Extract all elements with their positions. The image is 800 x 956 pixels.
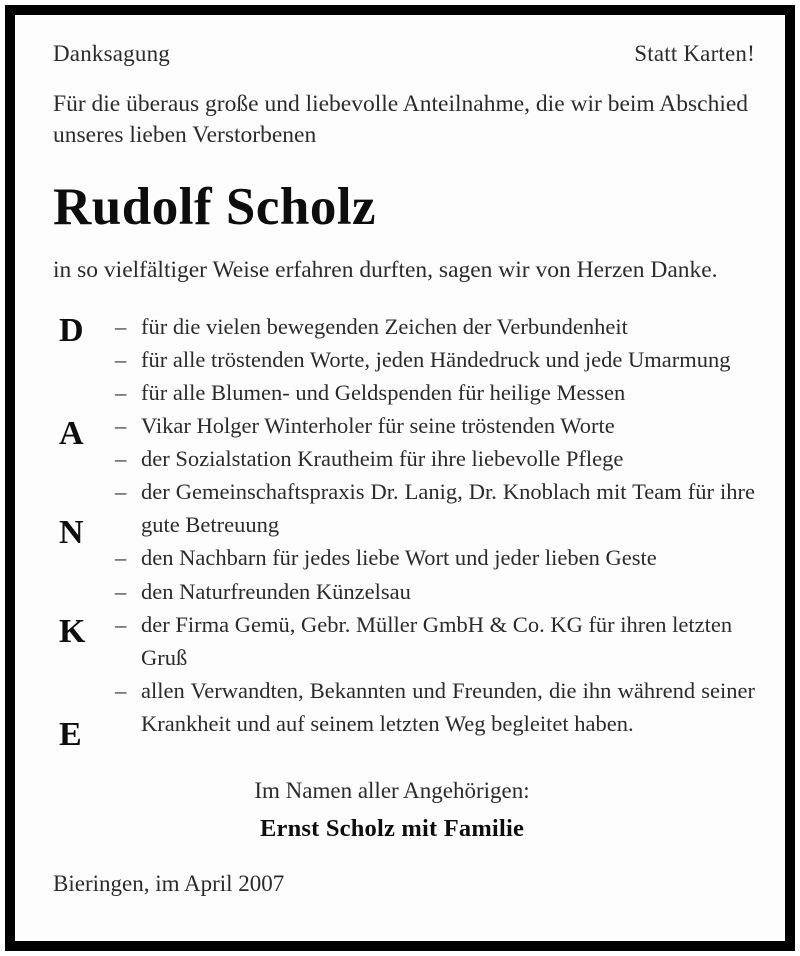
thanks-item-text: der Sozialstation Krautheim für ihre liebevolle Pflege [141,446,624,472]
thanks-item-text: den Naturfreunden Künzelsau [141,578,411,604]
danksagung-label: Danksagung [53,41,170,66]
closing-block [53,776,755,843]
dash-marker-icon: – [115,611,127,637]
thanks-item-text: Vikar Holger Winterholer für seine tröstenden Worte [141,413,615,439]
thanks-item-text: der Firma Gemü, Gebr. Müller GmbH & Co. KG für ihren letzten Gruß [141,611,733,670]
intro-paragraph-2: in so vielfältiger Weise erfahren durften, sagen wir von Herzen Danke. [53,257,718,284]
obituary-frame [5,5,795,951]
deceased-name: Rudolf Scholz [53,178,377,237]
dash-marker-icon: – [115,347,127,373]
dash-marker-icon: – [115,314,127,340]
dash-marker-icon: – [115,479,127,505]
acrostic-letter-n: N [59,514,84,552]
on-behalf-of-label: Im Namen aller Angehörigen: [254,778,530,804]
intro-paragraph: Für die überaus große und liebevolle Anteilnahme, die wir beim Abschied unseres lieben Verstorbenen [53,91,749,149]
thanks-list-item [115,475,755,541]
thanks-list-item [115,409,755,442]
acrostic-letter-k: K [59,613,86,651]
thanks-list-item [115,608,755,674]
thanks-list-item [115,674,755,740]
thanks-item-text: der Gemeinschaftspraxis Dr. Lanig, Dr. Knoblach mit Team für ihre gute Betreuung [141,479,755,538]
thanks-list [115,310,755,740]
acrostic-letter-d: D [59,312,84,350]
thanks-item-text: für die vielen bewegenden Zeichen der Verbundenheit [141,314,628,340]
thanks-item-text: für alle Blumen- und Geldspenden für heilige Messen [141,380,626,406]
statt-karten-label: Statt Karten! [634,41,755,66]
acrostic-letter-e: E [59,716,82,754]
family-signature: Ernst Scholz mit Familie [259,814,525,842]
dash-marker-icon: – [115,380,127,406]
thanks-list-item [115,343,755,376]
thanks-list-item [115,310,755,343]
thanks-item-text: allen Verwandten, Bekannten und Freunden, die ihn während seiner Krankheit und auf seinem letzten Weg begleitet haben. [141,677,755,736]
dash-marker-icon: – [115,413,127,439]
thanks-item-text: den Nachbarn für jedes liebe Wort und jeder lieben Geste [141,545,657,571]
thanks-list-item [115,575,755,608]
dash-marker-icon: – [115,446,127,472]
dash-marker-icon: – [115,578,127,604]
header-row [53,41,755,67]
thanks-list-item [115,541,755,574]
dash-marker-icon: – [115,677,127,703]
thanks-list-item [115,376,755,409]
thanks-list-item [115,442,755,475]
acrostic-letter-column [59,310,107,754]
dash-marker-icon: – [115,545,127,571]
acrostic-letter-a: A [59,415,84,453]
obituary-paper [15,15,785,941]
place-and-date: Bieringen, im April 2007 [53,870,285,896]
thanks-item-text: für alle tröstenden Worte, jeden Händedruck und jede Umarmung [141,347,731,373]
danke-acrostic-block [53,310,755,754]
